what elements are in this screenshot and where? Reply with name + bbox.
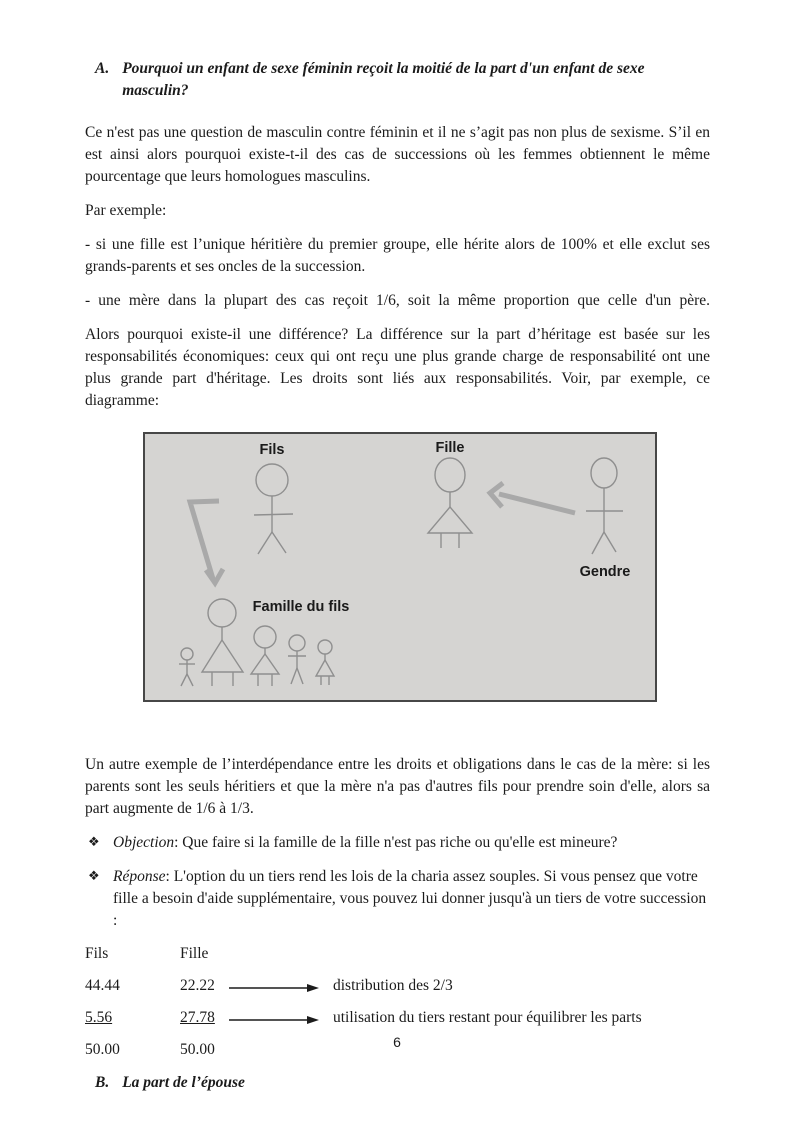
- shares-fille-value: [180, 1008, 227, 1027]
- bullet-objection-body: [113, 832, 710, 854]
- bullet-reponse: [85, 866, 710, 932]
- diagram-label-daughter: Fille: [435, 440, 465, 456]
- shares-fils-value: 44.44: [85, 977, 120, 994]
- underlined-value: 27.78: [180, 1009, 215, 1026]
- diagram-label-son: Fils: [259, 442, 285, 458]
- right-arrow-icon: [227, 1012, 323, 1024]
- daughter-figure: [428, 458, 472, 548]
- shares-fille-total: 50.00: [180, 1041, 215, 1058]
- shares-header-row: [85, 944, 710, 963]
- right-arrow-icon: [227, 980, 323, 992]
- paragraph-intro: Ce n'est pas une question de masculin contre féminin et il ne s’agit pas non plus de sexisme. S’il en est ainsi alors pourquoi existe-t-il des cas de successions où les femmes obtiennent le même pourcentage que leurs homologues masculins.: [85, 124, 710, 185]
- shares-header-fils: Fils: [85, 945, 109, 962]
- arrow-fils-to-famille-icon: [190, 501, 223, 583]
- underlined-value: 5.56: [85, 1009, 113, 1026]
- paragraph-difference: Alors pourquoi existe-il une différence? La différence sur la part d’héritage est basée sur les responsabilités économiques: ceux qui ont reçu une plus grande charge de responsabilité ont une plus grande part d'héritage. Les droits sont liés aux responsabilités. Voir, par exemple, ce diagramme:: [85, 326, 710, 409]
- section-heading-a: [95, 58, 710, 102]
- shares-header-fille: Fille: [180, 945, 209, 962]
- bullet-objection-text: : Que faire si la famille de la fille n'est pas riche ou qu'elle est mineure?: [174, 834, 618, 851]
- diagram-label-son-in-law: Gendre: [579, 564, 631, 580]
- shares-row-equilibrage: [85, 1008, 710, 1027]
- paragraph-par-exemple: Par exemple:: [85, 202, 167, 219]
- shares-fille-value: 22.22: [180, 977, 215, 994]
- paragraph-mere-sixieme: - une mère dans la plupart des cas reçoit 1/6, soit la même proportion que celle d'un père.: [85, 292, 710, 309]
- diamond-bullet-icon: ❖: [88, 869, 100, 884]
- bullet-reponse-lead: Réponse: [113, 868, 166, 885]
- shares-fils-total: 50.00: [85, 1041, 120, 1058]
- son-figure: [254, 464, 293, 554]
- shares-row-distribution: [85, 976, 710, 995]
- family-diagram-canvas: [145, 434, 655, 700]
- bullet-objection: [85, 832, 710, 854]
- page-number: 6: [393, 1034, 401, 1050]
- section-b-letter: B.: [95, 1074, 110, 1091]
- diagram-label-son-family: Famille du fils: [252, 599, 350, 615]
- section-a-title: Pourquoi un enfant de sexe féminin reçoit la moitié de la part d'un enfant de sexe masculin?: [122, 60, 645, 99]
- section-b-title: La part de l’épouse: [122, 1074, 245, 1091]
- shares-row-note: distribution des 2/3: [333, 977, 453, 994]
- section-heading-b: [95, 1072, 710, 1094]
- bullet-objection-lead: Objection: [113, 834, 175, 851]
- paragraph-fille-unique: - si une fille est l’unique héritière du premier groupe, elle hérite alors de 100% et elle exclut ses grands-parents et ses oncles de la succession.: [85, 236, 710, 275]
- shares-fils-value: [85, 1008, 180, 1027]
- shares-row-note: utilisation du tiers restant pour équilibrer les parts: [333, 1009, 642, 1026]
- son-in-law-figure: [586, 458, 623, 554]
- diamond-bullet-icon: ❖: [88, 835, 100, 850]
- section-a-letter: A.: [95, 60, 110, 77]
- bullet-reponse-text: : L'option du un tiers rend les lois de la charia assez souples. Si vous pensez que votre fille a besoin d'aide supplémentaire, vous pouvez lui donner jusqu'à un tiers de votre succession :: [113, 868, 707, 929]
- family-diagram: [143, 432, 657, 702]
- bullet-reponse-body: [113, 866, 710, 932]
- paragraph-mere-exemple: Un autre exemple de l’interdépendance entre les droits et obligations dans le cas de la mère: si les parents sont les seuls héritiers et que la mère n'a pas d'autres fils pour prendre soin d'elle, alors sa part augmente de 1/6 à 1/3.: [85, 756, 710, 817]
- arrow-gendre-to-fille-icon: [490, 483, 575, 513]
